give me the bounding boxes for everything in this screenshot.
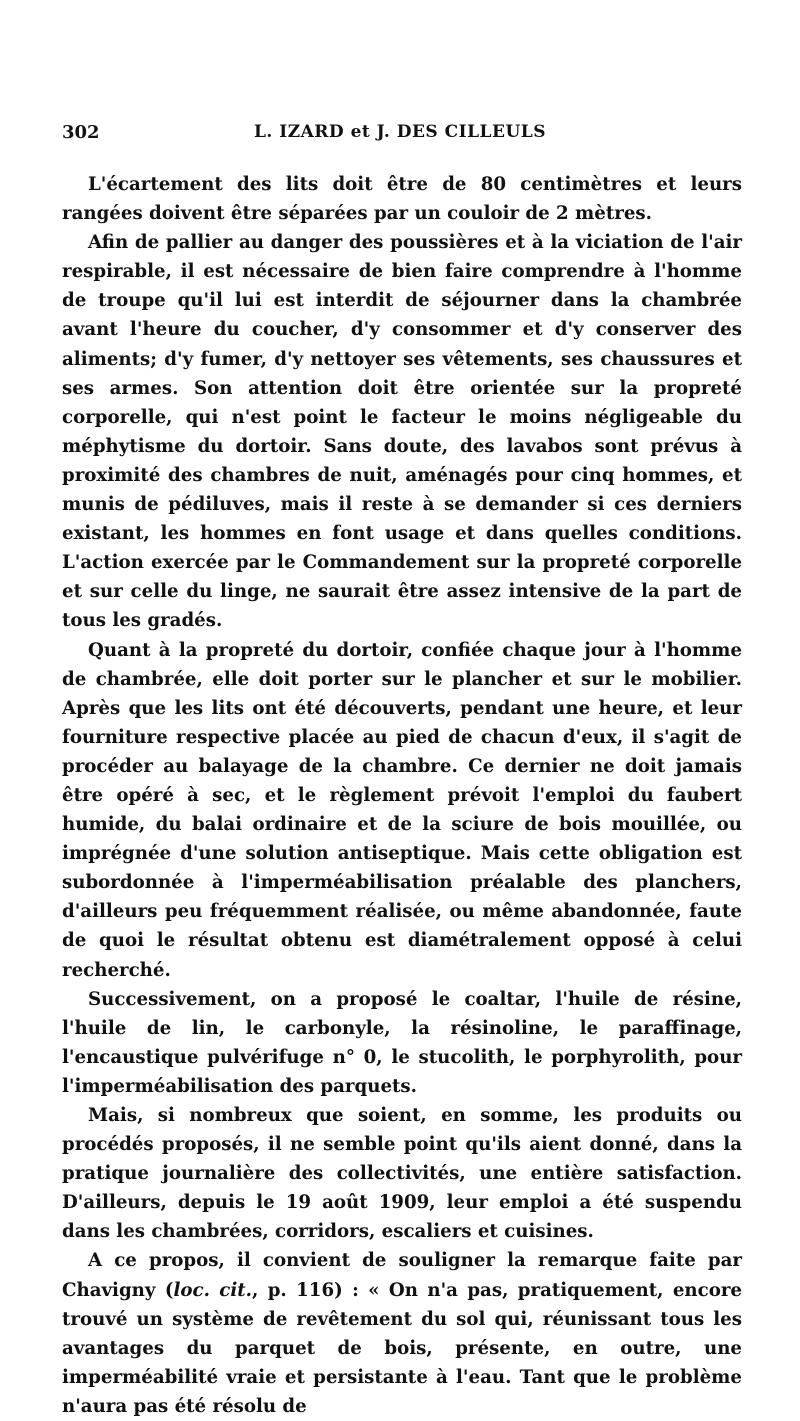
body-text <box>62 170 742 1421</box>
paragraph-dormitory-cleaning: Quant à la propreté du dortoir, confiée chaque jour à l'homme de chambrée, elle doit porter sur le plancher et sur le mobilier. Après que les lits ont été découverts, pendant une heure, et leur fourniture respective placée au pied de chacun d'eux, il s'agit de procéder au balayage de la chambre. Ce dernier ne doit jamais être opéré à sec, et le règlement prévoit l'emploi du faubert humide, du balai ordinaire et de la sciure de bois mouillée, ou imprégnée d'une solution antiseptique. Mais cette obligation est subordonnée à l'imperméabilisation préalable des planchers, d'ailleurs peu fréquemment réalisée, ou même abandonnée, faute de quoi le résultat obtenu est diamétralement opposé à celui recherché. <box>62 639 742 981</box>
citation-loc-cit: loc. cit. <box>173 1279 252 1301</box>
page-number: 302 <box>62 122 100 143</box>
remark-text-before: A ce propos, il convient de souligner la remarque faite par Chavigny ( <box>62 1250 742 1301</box>
remark-text-after: , p. 116) : « On n'a pas, pratiquement, encore trouvé un système de revêtement du sol qui, réunissant tous les avantages du parquet de bois, présente, en outre, une imperméabilité vraie et persistante à l'eau. Tant que le problème n'aura pas été résolu de <box>62 1279 742 1417</box>
paragraph-dust-hygiene: Afin de pallier au danger des poussières et à la viciation de l'air respirable, il est nécessaire de bien faire comprendre à l'homme de troupe qu'il lui est interdit de séjourner dans la chambrée avant l'heure du coucher, d'y consommer et d'y conserver des aliments; d'y fumer, d'y nettoyer ses vêtements, ses chaussures et ses armes. Son attention doit être orientée sur la propreté corporelle, qui n'est point le facteur le moins négligeable du méphytisme du dortoir. Sans doute, des lavabos sont prévus à proximité des chambres de nuit, aménagés pour cinq hommes, et munis de pédiluves, mais il reste à se demander si ces derniers existant, les hommes en font usage et dans quelles conditions. L'action exercée par le Commandement sur la propreté corporelle et sur celle du linge, ne saurait être assez intensive de la part de tous les gradés. <box>62 232 742 632</box>
paragraph-products-suspended: Mais, si nombreux que soient, en somme, les produits ou procédés proposés, il ne semble point qu'ils aient donné, dans la pratique journalière des collectivités, une entière satisfaction. D'ailleurs, depuis le 19 août 1909, leur emploi a été suspendu dans les chambrées, corridors, escaliers et cuisines. <box>62 1105 742 1243</box>
running-head <box>62 122 738 146</box>
running-title: L. IZARD et J. DES CILLEULS <box>253 122 547 142</box>
paragraph-chavigny-remark <box>62 1246 742 1421</box>
paragraph-waterproofing-products: Successivement, on a proposé le coaltar, l'huile de résine, l'huile de lin, le carbonyle, la résinoline, le paraffinage, l'encaustique pulvérifuge n° 0, le stucolith, le porphyrolith, pour l'imperméabilisation des parquets. <box>62 988 742 1097</box>
paragraph-bed-spacing: L'écartement des lits doit être de 80 centimètres et leurs rangées doivent être séparées par un couloir de 2 mètres. <box>62 174 742 225</box>
